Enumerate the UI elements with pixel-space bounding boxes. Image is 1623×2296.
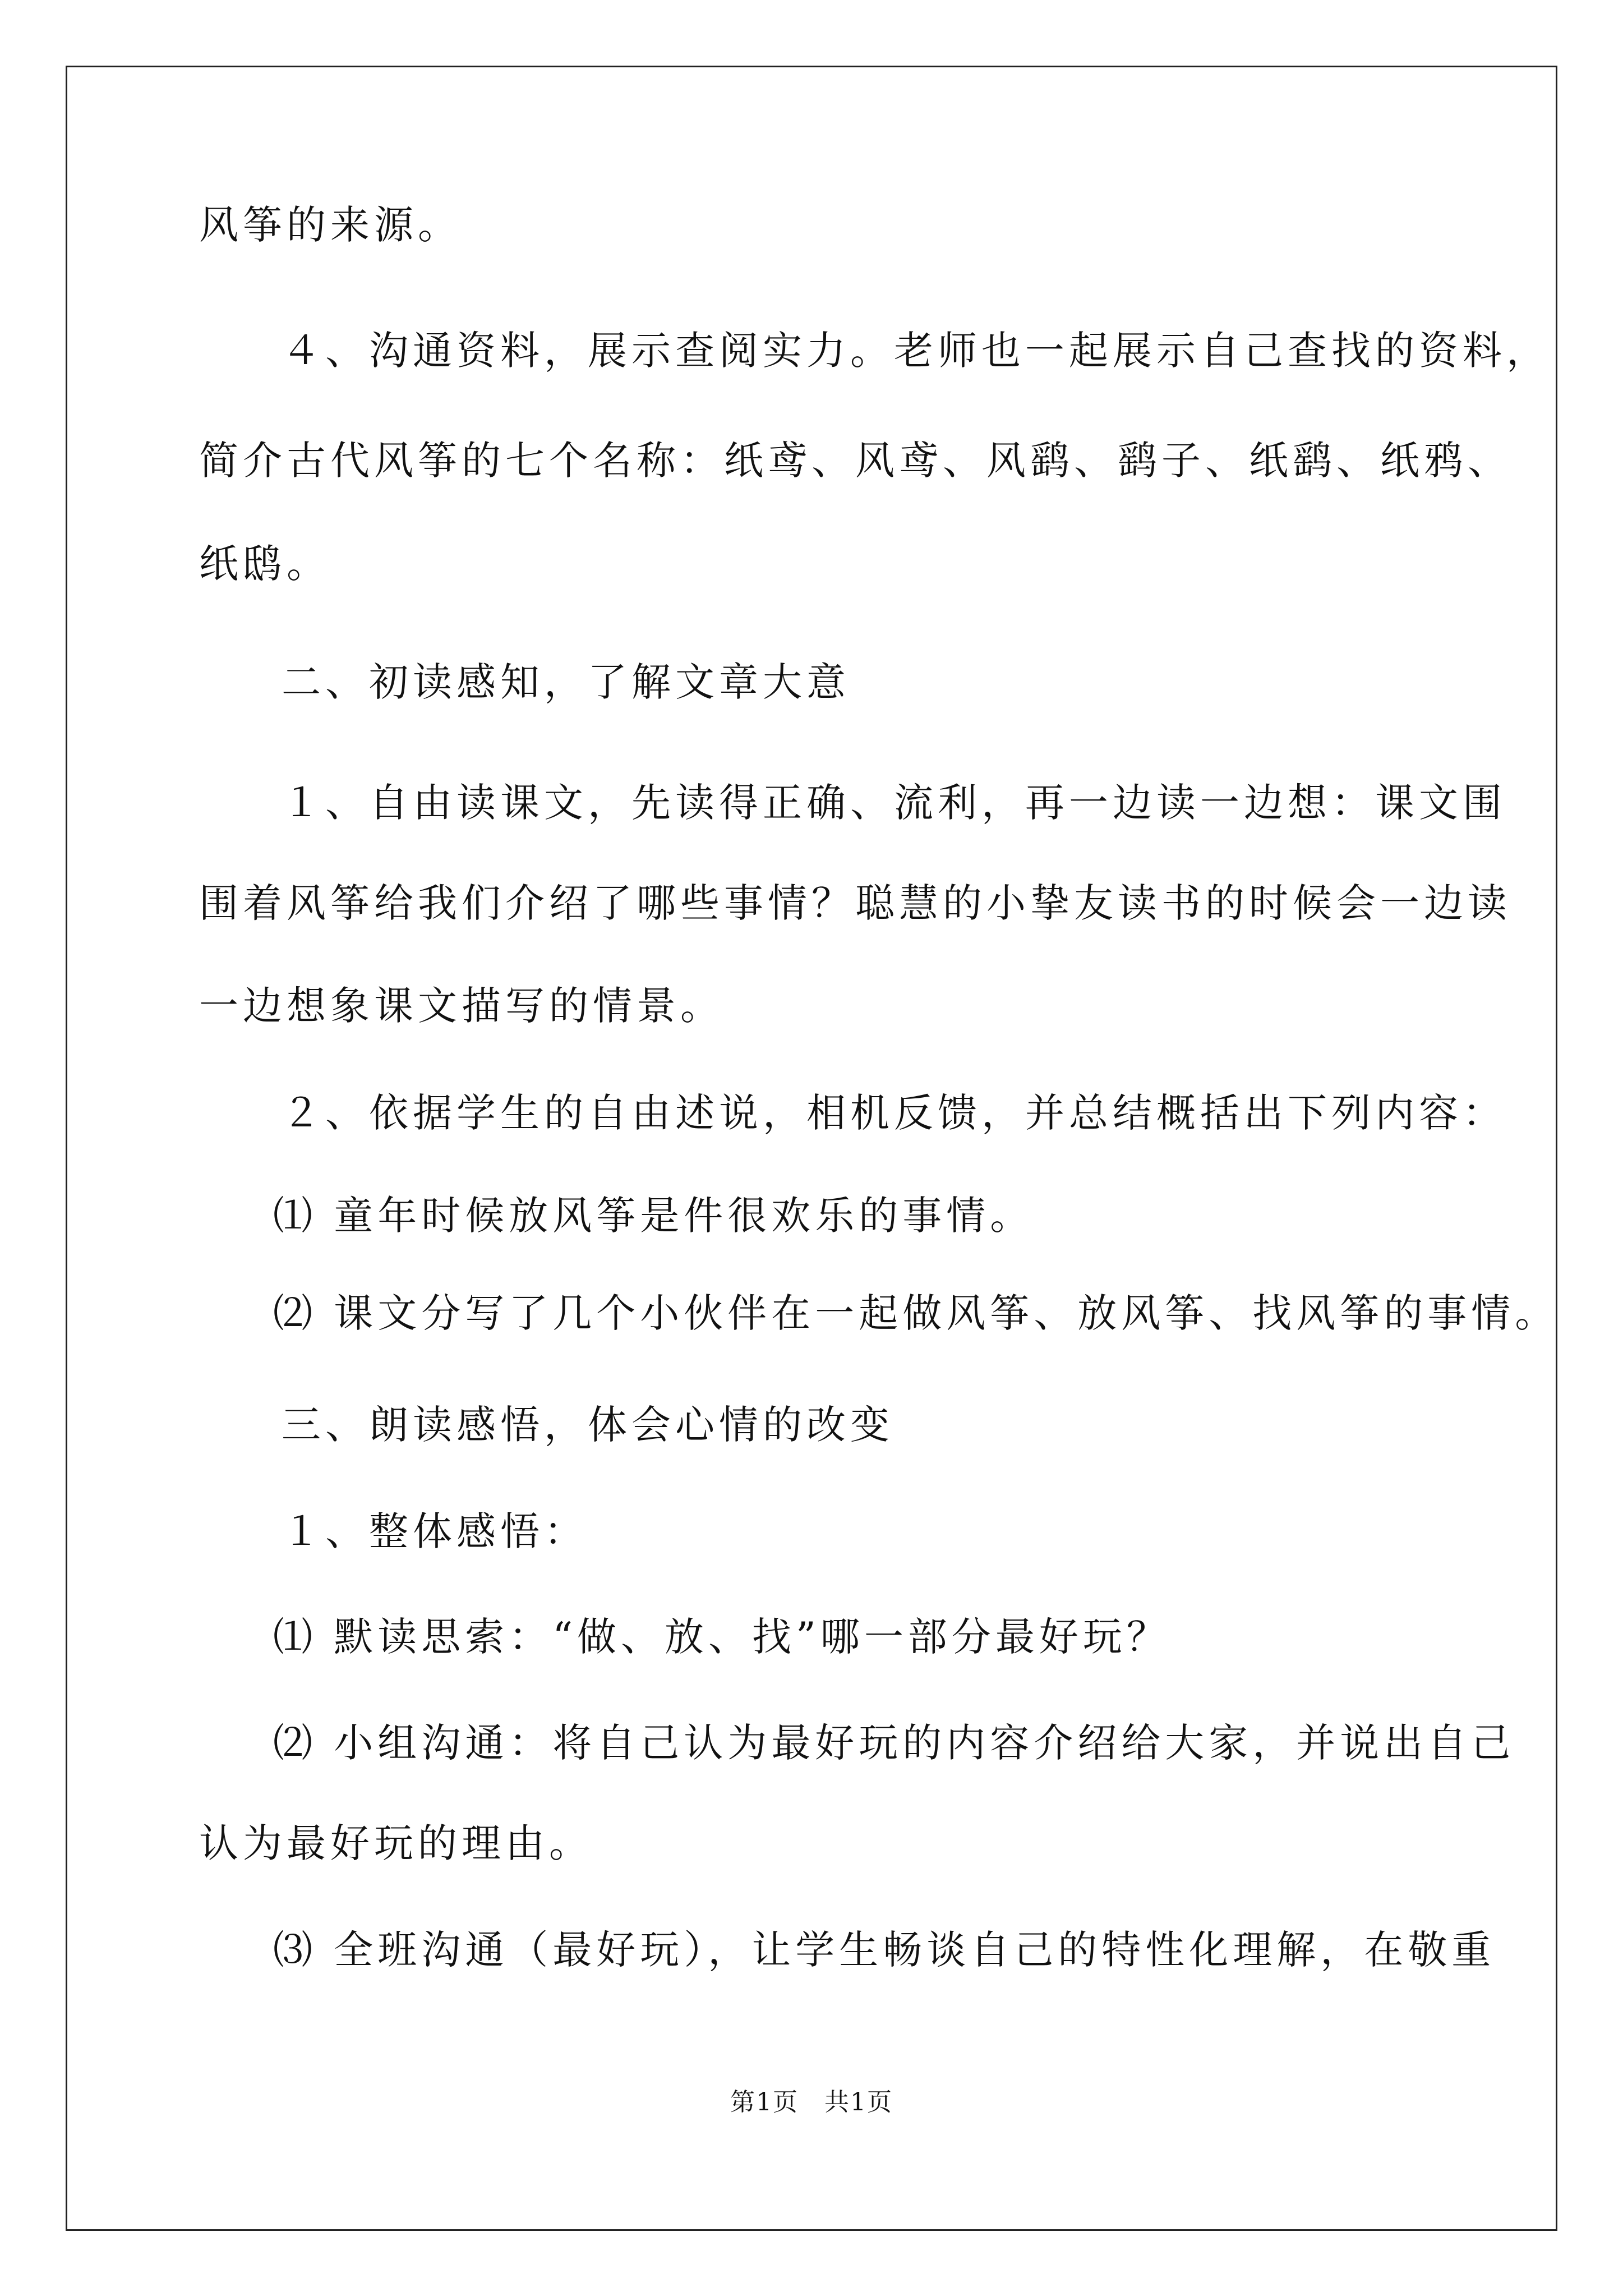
page-footer: 第1页 共1页 [730,2088,893,2116]
text-line: ２、依据学生的自由述说，相机反馈，并总结概括出下列内容： [282,1090,1506,1136]
text-line: 纸鸱。 [199,541,330,587]
text-line: １、自由读课文，先读得正确、流利，再一边读一边想：课文围 [282,780,1506,826]
text-line: ⑴ 童年时候放风筝是件很欢乐的事情。 [273,1193,1034,1239]
section-heading: 三、朗读感悟，体会心情的改变 [282,1402,894,1448]
page-border [66,66,1557,2231]
text-line: 一边想象课文描写的情景。 [199,983,724,1029]
text-line: 围着风筝给我们介绍了哪些事情？聪慧的小挚友读书的时候会一边读 [199,880,1511,926]
text-line: ⑵ 课文分写了几个小伙伴在一起做风筝、放风筝、找风筝的事情。 [273,1290,1559,1336]
text-line: 风筝的来源。 [199,202,462,248]
section-heading: 二、初读感知，了解文章大意 [282,659,850,705]
text-line: １、整体感悟： [282,1508,588,1554]
text-line: ⑵ 小组沟通：将自己认为最好玩的内容介绍给大家，并说出自己 [273,1720,1515,1766]
text-line: 认为最好玩的理由。 [199,1820,593,1866]
text-line: ４、沟通资料，展示查阅实力。老师也一起展示自己查找的资料， [282,328,1550,374]
text-line: 简介古代风筝的七个名称：纸鸢、风鸢、风鹞、鹞子、纸鹞、纸鸦、 [199,438,1511,484]
text-line: ⑶ 全班沟通（最好玩），让学生畅谈自己的特性化理解，在敬重 [273,1927,1496,1973]
text-line: ⑴ 默读思索：“做、放、找”哪一部分最好玩？ [273,1614,1170,1660]
